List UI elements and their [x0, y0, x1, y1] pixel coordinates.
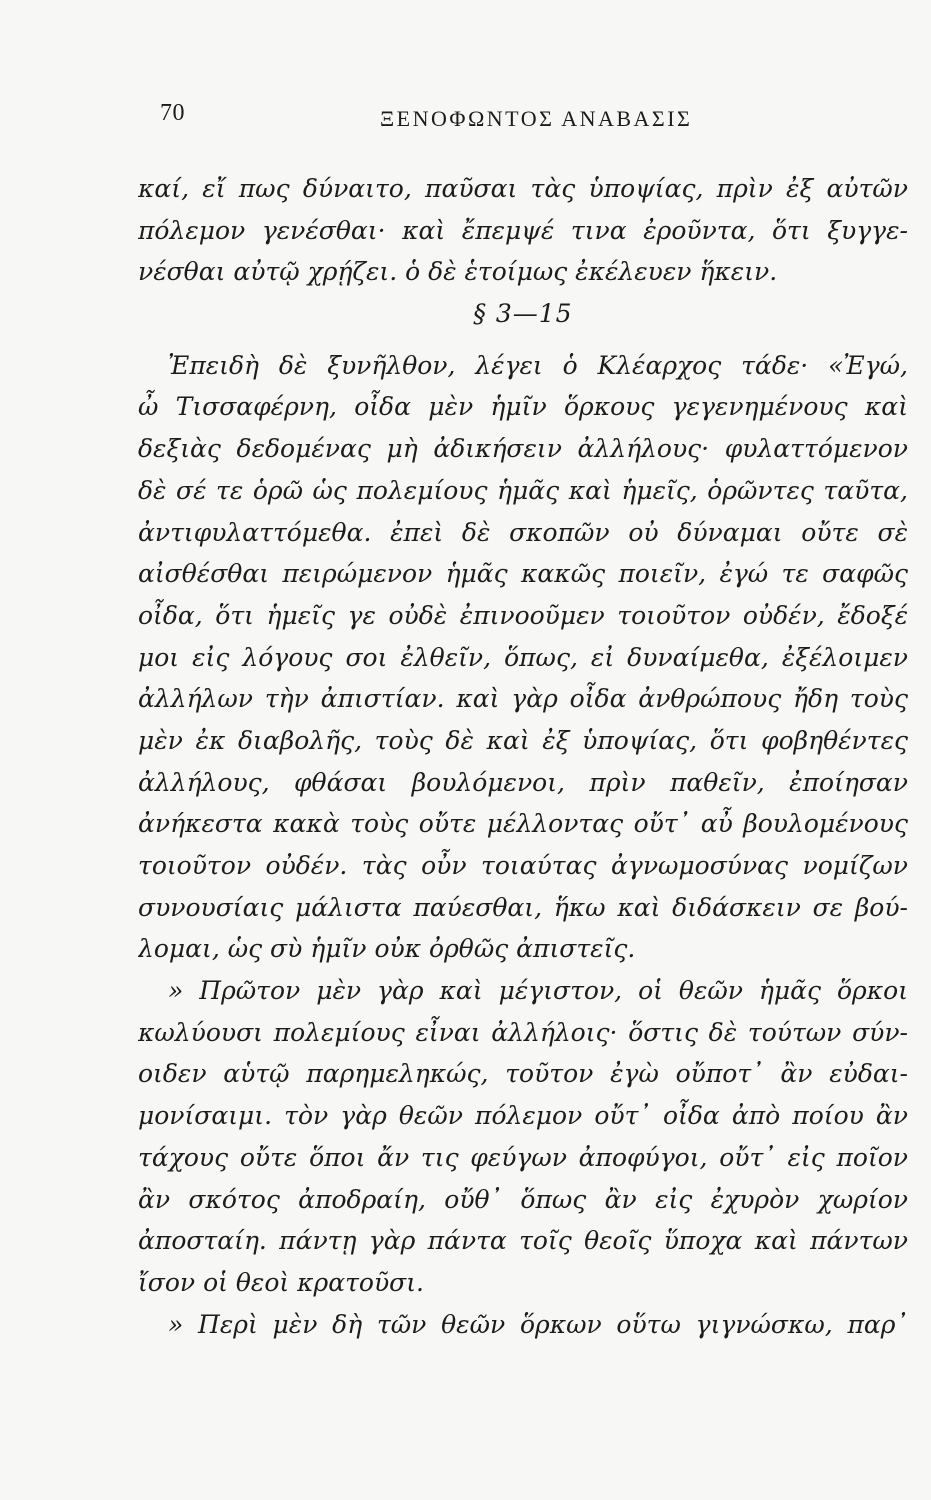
text-line: δεξιὰς δεδομένας μὴ ἀδικήσειν ἀλλήλους· φυλαττόμενον [138, 434, 908, 464]
text-line: συνουσίαις μάλιστα παύεσθαι, ἥκω καὶ διδάσκειν σε βού- [138, 892, 908, 922]
text-line: » Περὶ μὲν δὴ τῶν θεῶν ὅρκων οὕτω γιγνώσκω, παρ᾽ [168, 1309, 908, 1339]
text-line: οιδεν αὑτῷ παρημεληκώς, τοῦτον ἐγὼ οὔποτ᾽ ἂν εὐδαι- [138, 1059, 908, 1089]
text-line: οἶδα, ὅτι ἡμεῖς γε οὐδὲ ἐπινοοῦμεν τοιοῦτον οὐδέν, ἔδοξέ [138, 600, 908, 630]
page-header [160, 100, 905, 140]
page-number: 70 [160, 100, 185, 126]
text-line: μὲν ἐκ διαβολῆς, τοὺς δὲ καὶ ἐξ ὑποψίας, ὅτι φοβηθέντες [138, 725, 908, 755]
body-text [138, 168, 908, 1345]
text-line: ἂν σκότος ἀποδραίη, οὔθ᾽ ὅπως ἂν εἰς ἐχυρὸν χωρίον [138, 1184, 908, 1214]
text-line: πόλεμον γενέσθαι· καὶ ἔπεμψέ τινα ἐροῦντα, ὅτι ξυγγε- [138, 215, 908, 245]
text-line: νέσθαι αὐτῷ χρῄζει. ὁ δὲ ἑτοίμως ἐκέλευεν ἥκειν. [138, 257, 778, 287]
text-line: κωλύουσι πολεμίους εἶναι ἀλλήλοις· ὅστις δὲ τούτων σύν- [138, 1017, 908, 1047]
text-line: μοι εἰς λόγους σοι ἐλθεῖν, ὅπως, εἰ δυναίμεθα, ἐξέλοιμεν [138, 642, 908, 672]
text-line: ἀποσταίη. πάντῃ γὰρ πάντα τοῖς θεοῖς ὕποχα καὶ πάντων [138, 1226, 908, 1256]
text-line: Ἐπειδὴ δὲ ξυνῆλθον, λέγει ὁ Κλέαρχος τάδε· «Ἐγώ, [168, 350, 908, 380]
text-line: τοιοῦτον οὐδέν. τὰς οὖν τοιαύτας ἀγνωμοσύνας νομίζων [138, 851, 908, 880]
text-line: ἀνήκεστα κακὰ τοὺς οὔτε μέλλοντας οὔτ᾽ αὖ βουλομένους [138, 809, 908, 839]
text-line: ἀλλήλους, φθάσαι βουλόμενοι, πρὶν παθεῖν, ἐποίησαν [138, 767, 908, 797]
running-title: ΞΕΝΟΦΩΝΤΟΣ ΑΝΑΒΑΣΙΣ [380, 106, 693, 131]
text-line: δὲ σέ τε ὁρῶ ὡς πολεμίους ἡμᾶς καὶ ἡμεῖς, ὁρῶντες ταῦτα, [138, 475, 908, 505]
text-line: ἴσον οἱ θεοὶ κρατοῦσι. [138, 1267, 424, 1297]
text-line: καί, εἴ πως δύναιτο, παῦσαι τὰς ὑποψίας, πρὶν ἐξ αὐτῶν [138, 174, 908, 203]
text-line: μονίσαιμι. τὸν γὰρ θεῶν πόλεμον οὔτ᾽ οἶδα ἀπὸ ποίου ἂν [138, 1101, 908, 1131]
text-line: » Πρῶτον μὲν γὰρ καὶ μέγιστον, οἱ θεῶν ἡμᾶς ὅρκοι [168, 976, 908, 1006]
text-line: ἀντιφυλαττόμεθα. ἐπεὶ δὲ σκοπῶν οὐ δύναμαι οὔτε σὲ [138, 517, 908, 547]
section-heading: § 3—15 [473, 299, 573, 329]
text-line: λομαι, ὡς σὺ ἡμῖν οὐκ ὀρθῶς ἀπιστεῖς. [138, 934, 636, 964]
text-line: αἰσθέσθαι πειρώμενον ἡμᾶς κακῶς ποιεῖν, ἐγώ τε σαφῶς [138, 559, 908, 589]
text-line: ἀλλήλων τὴν ἀπιστίαν. καὶ γὰρ οἶδα ἀνθρώπους ἤδη τοὺς [138, 684, 908, 714]
text-line: ὦ Τισσαφέρνη, οἶδα μὲν ἡμῖν ὅρκους γεγενημένους καὶ [138, 392, 908, 422]
text-line: τάχους οὔτε ὅποι ἄν τις φεύγων ἀποφύγοι, οὔτ᾽ εἰς ποῖον [138, 1142, 908, 1172]
